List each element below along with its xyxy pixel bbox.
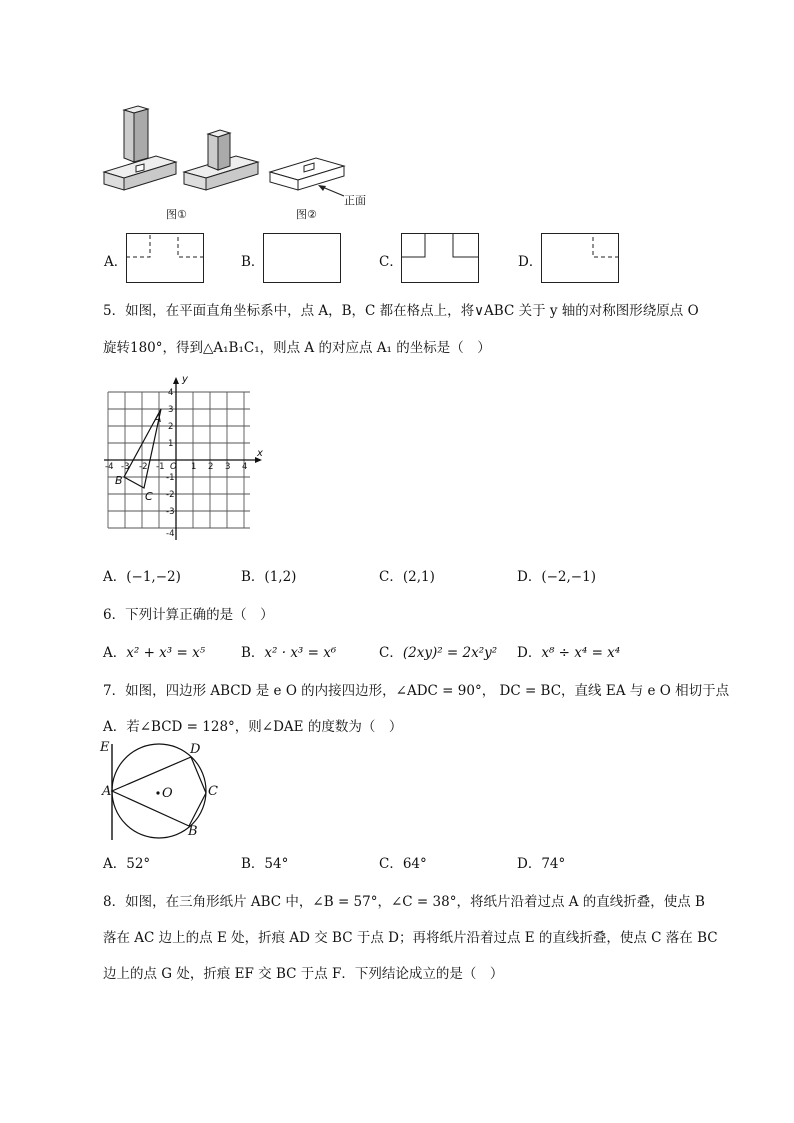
option-letter: A． xyxy=(103,856,127,872)
y-tick: 1 xyxy=(168,439,174,449)
option-value: (2xy)² = 2x²y² xyxy=(402,645,498,661)
option-letter: B． xyxy=(241,856,265,872)
option-value: x² + x³ = x⁵ xyxy=(126,645,206,661)
y-tick: 4 xyxy=(168,388,174,398)
q4-option-c-view xyxy=(401,233,479,283)
label-d: D xyxy=(190,742,201,757)
x-axis-label: x xyxy=(257,448,263,459)
point-c-label: C xyxy=(145,490,153,503)
block-figure-2 xyxy=(270,158,344,190)
block-figure-1 xyxy=(184,130,258,190)
x-tick: -3 xyxy=(121,462,130,472)
option-value: 64° xyxy=(402,856,427,872)
q5-option-a[interactable] xyxy=(103,565,181,585)
y-tick: -4 xyxy=(166,529,175,539)
x-tick: -1 xyxy=(156,462,165,472)
q7-option-a[interactable] xyxy=(103,852,150,872)
q5-option-c[interactable] xyxy=(379,565,435,585)
q6-option-d[interactable] xyxy=(517,641,620,661)
point-b-label: B xyxy=(115,474,123,487)
q4-option-b-view xyxy=(263,233,341,283)
option-letter: C． xyxy=(379,569,403,585)
q5-stem-line1: 5．如图，在平面直角坐标系中，点 A，B，C 都在格点上，将∨ABC 关于 y 轴的对称图形绕原点 O xyxy=(103,303,699,319)
option-value: x⁸ ÷ x⁴ = x⁴ xyxy=(541,645,621,661)
x-tick: 3 xyxy=(225,462,231,472)
q4-option-c-letter[interactable]: C． xyxy=(379,254,403,270)
option-value: (−1,−2) xyxy=(126,569,181,585)
label-o: O xyxy=(162,786,173,801)
option-letter: C． xyxy=(379,645,403,661)
y-axis-label: y xyxy=(182,374,188,385)
x-tick: -2 xyxy=(139,462,148,472)
option-value: 52° xyxy=(126,856,151,872)
q4-option-a-view xyxy=(126,233,204,283)
q6-option-b[interactable] xyxy=(241,641,336,661)
q7-figure-labels xyxy=(100,738,230,844)
option-letter: A． xyxy=(103,645,127,661)
block-figure-a xyxy=(104,106,176,190)
x-tick: 2 xyxy=(208,462,214,472)
option-letter: B． xyxy=(241,645,265,661)
option-letter: D． xyxy=(517,645,542,661)
q7-option-d[interactable] xyxy=(517,852,565,872)
option-letter: A． xyxy=(103,569,127,585)
label-e: E xyxy=(100,740,110,755)
q4-block-figures xyxy=(96,100,386,225)
x-tick: -4 xyxy=(105,462,114,472)
option-value: x² · x³ = x⁶ xyxy=(264,645,337,661)
y-tick: 3 xyxy=(168,405,174,415)
q6-option-c[interactable] xyxy=(379,641,497,661)
q7-stem-line2: A．若∠BCD = 128°，则∠DAE 的度数为（ ） xyxy=(103,719,403,735)
option-value: (−2,−1) xyxy=(541,569,596,585)
x-tick: 4 xyxy=(242,462,248,472)
fig1-caption: 图① xyxy=(166,208,187,221)
q8-stem-line2: 落在 AC 边上的点 E 处，折痕 AD 交 BC 于点 D；再将纸片沿着过点 E 的直线折叠，使点 C 落在 BC xyxy=(103,930,718,946)
option-letter: C． xyxy=(379,856,403,872)
option-letter: D． xyxy=(517,856,542,872)
q7-stem-line1: 7．如图，四边形 ABCD 是 e O 的内接四边形，∠ADC = 90°， DC = BC，直线 EA 与 e O 相切于点 xyxy=(103,683,730,699)
q5-option-d[interactable] xyxy=(517,565,596,585)
q5-option-b[interactable] xyxy=(241,565,296,585)
q6-option-a[interactable] xyxy=(103,641,205,661)
q8-stem-line1: 8．如图，在三角形纸片 ABC 中，∠B = 57°，∠C = 38°，将纸片沿着过点 A 的直线折叠，使点 B xyxy=(103,894,705,910)
option-letter: D． xyxy=(517,569,542,585)
front-label: 正面 xyxy=(344,194,366,207)
y-tick: -3 xyxy=(166,507,175,517)
origin-label: O xyxy=(170,462,177,472)
label-c: C xyxy=(208,784,218,799)
q4-option-d-view xyxy=(541,233,619,283)
option-value: 74° xyxy=(541,856,566,872)
label-b: B xyxy=(188,824,198,839)
option-value: (1,2) xyxy=(264,569,297,585)
option-letter: B． xyxy=(241,569,265,585)
option-value: (2,1) xyxy=(402,569,435,585)
option-value: 54° xyxy=(264,856,289,872)
label-a: A xyxy=(102,784,112,799)
fig2-caption: 图② xyxy=(296,208,317,221)
y-tick: 2 xyxy=(168,422,174,432)
q7-option-c[interactable] xyxy=(379,852,427,872)
grid-labels xyxy=(104,374,266,544)
point-a-label: A xyxy=(154,412,162,425)
q4-option-d-letter[interactable]: D． xyxy=(518,254,543,270)
q7-option-b[interactable] xyxy=(241,852,288,872)
q4-option-a-letter[interactable]: A． xyxy=(104,254,128,270)
y-tick: -1 xyxy=(166,473,175,483)
q4-option-b-letter[interactable]: B． xyxy=(241,254,265,270)
q8-stem-line3: 边上的点 G 处，折痕 EF 交 BC 于点 F．下列结论成立的是（ ） xyxy=(103,966,504,982)
y-tick: -2 xyxy=(166,490,175,500)
q5-stem-line2: 旋转180°，得到△A₁B₁C₁，则点 A 的对应点 A₁ 的坐标是（ ） xyxy=(103,340,491,356)
q6-stem: 6．下列计算正确的是（ ） xyxy=(103,607,274,623)
x-tick: 1 xyxy=(191,462,197,472)
